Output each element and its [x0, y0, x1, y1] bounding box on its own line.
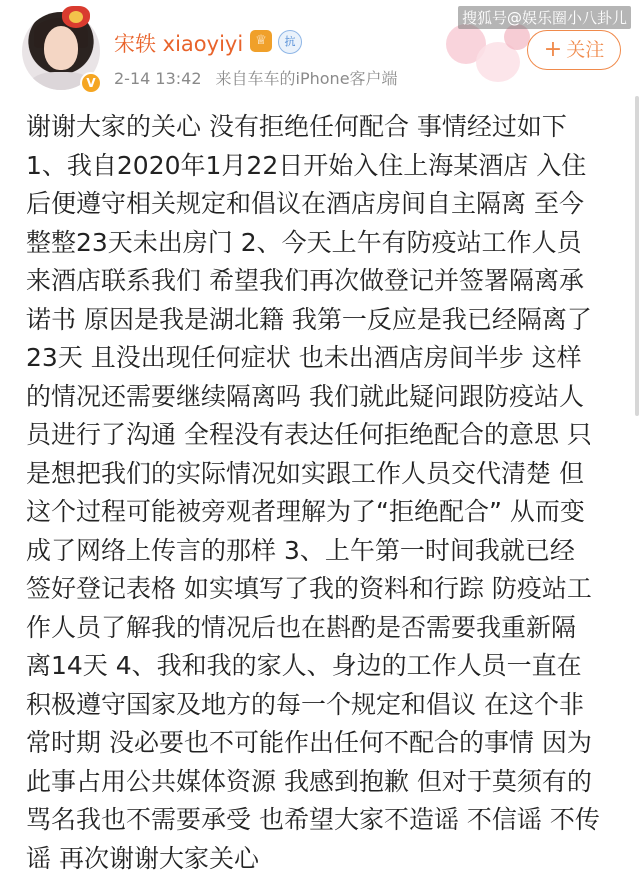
scrollbar[interactable]: [635, 96, 639, 416]
post-text-line: 来酒店联系我们 希望我们再次做登记并签署隔离承: [26, 262, 618, 301]
post-text-line: 23天 且没出现任何症状 也未出酒店房间半步 这样: [26, 339, 618, 378]
source-prefix: 来自: [216, 69, 248, 88]
post-text-line: 作人员了解我的情况后也在斟酌是否需要我重新隔: [26, 609, 618, 648]
post-text-line: 这个过程可能被旁观者理解为了“拒绝配合” 从而变: [26, 493, 618, 532]
post-text-line: 诺书 原因是我是湖北籍 我第一反应是我已经隔离了: [26, 301, 618, 340]
plus-icon: +: [544, 37, 562, 62]
post-time: 2-14 13:42: [114, 69, 202, 88]
follow-label: 关注: [566, 39, 604, 61]
post-text-line: 的情况还需要继续隔离吗 我们就此疑问跟防疫站人: [26, 378, 618, 417]
member-crown-icon[interactable]: ♕: [250, 30, 272, 52]
source-app[interactable]: 车车的iPhone客户端: [248, 69, 398, 88]
post-text-line: 1、我自2020年1月22日开始入住上海某酒店 入住: [26, 147, 618, 186]
post-text-line: 谣 再次谢谢大家关心: [26, 840, 618, 878]
post-text-line: 成了网络上传言的那样 3、上午第一时间我就已经: [26, 532, 618, 571]
post-text-line: 骂名我也不需要承受 也希望大家不造谣 不信谣 不传: [26, 801, 618, 840]
watermark: 搜狐号@娱乐圈小八卦儿: [458, 6, 631, 29]
avatar-face: [44, 26, 78, 70]
post-text-line: 谢谢大家的关心 没有拒绝任何配合 事情经过如下: [26, 108, 618, 147]
follow-button[interactable]: [527, 30, 621, 70]
post-text-line: 签好登记表格 如实填写了我的资料和行踪 防疫站工: [26, 570, 618, 609]
post-text-line: 是想把我们的实际情况如实跟工作人员交代清楚 但: [26, 455, 618, 494]
post-meta: [114, 66, 398, 89]
post-text-line: 常时期 没必要也不可能作出任何不配合的事情 因为: [26, 724, 618, 763]
post-text-line: 积极遵守国家及地方的每一个规定和倡议 在这个非: [26, 686, 618, 725]
username[interactable]: 宋轶 xiaoyiyi: [114, 28, 243, 58]
post-text-line: 后便遵守相关规定和倡议在酒店房间自主隔离 至今: [26, 185, 618, 224]
post-text-line: 员进行了沟通 全程没有表达任何拒绝配合的意思 只: [26, 416, 618, 455]
post-text-line: 离14天 4、我和我的家人、身边的工作人员一直在: [26, 647, 618, 686]
post-header: [0, 0, 641, 100]
anti-epidemic-badge-icon[interactable]: 抗: [278, 30, 302, 54]
verified-badge-icon: V: [80, 72, 102, 94]
post-text-line: 整整23天未出房门 2、今天上午有防疫站工作人员: [26, 224, 618, 263]
post-text-line: 此事占用公共媒体资源 我感到抱歉 但对于莫须有的: [26, 763, 618, 802]
post-content: [26, 108, 618, 878]
avatar-ornament-icon: [62, 6, 90, 28]
